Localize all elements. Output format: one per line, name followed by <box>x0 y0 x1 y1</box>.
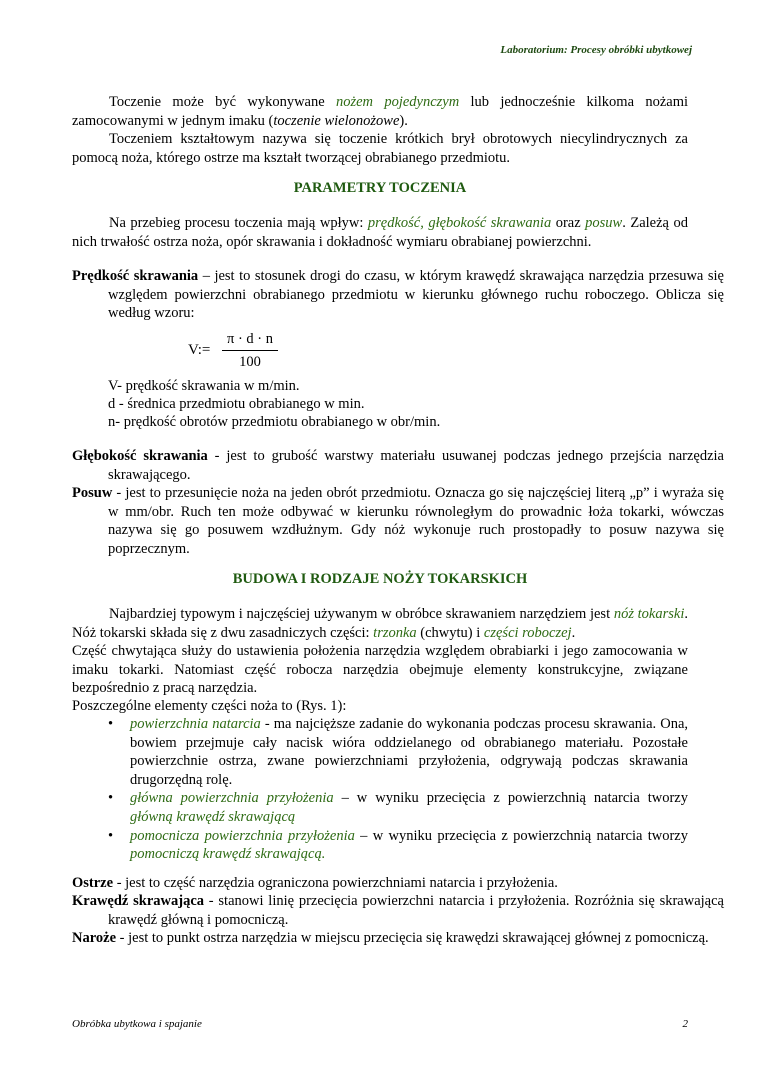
legend-d: d - średnica przedmiotu obrabianego w min. <box>108 396 365 412</box>
definition-glebokosc: Głębokość skrawania - jest to grubość warstwy materiału usuwanej podczas jednego przejścia narzędzia skrawającego. <box>72 448 724 483</box>
section-heading-parametry: PARAMETRY TOCZENIA <box>293 180 467 196</box>
budowa-paragraph-2: Część chwytająca służy do ustawienia położenia narzędzia względem obrabiarki i jego zamocowania w imaku tokarki. Natomiast część robocza narzędzia obejmuje elementy konstrukcyjne, związane bezpośrednio z pracą narzędzia. <box>72 643 688 697</box>
intro-paragraph-2: Toczeniem kształtowym nazywa się toczenie krótkich brył obrotowych niecylindrycznych za pomocą noża, którego ostrze ma kształt tworzącej obrabianego przedmiotu. <box>72 131 688 166</box>
formula-lhs: V:= <box>188 342 211 358</box>
definition-predkosc: Prędkość skrawania – jest to stosunek drogi do czasu, w którym krawędź skrawająca narzędzia przesuwa się względem powierzchni obrabianego przedmiotu w kierunku głównego ruchu roboczego. Oblicza się według wzoru: <box>72 268 724 322</box>
bullet-icon: • <box>108 790 114 807</box>
bullet-icon: • <box>108 827 114 844</box>
legend-n: n- prędkość obrotów przedmiotu obrabianego w obr/min. <box>108 414 441 430</box>
bullet-icon: • <box>108 716 114 732</box>
definition-krawedz: Krawędź skrawająca - stanowi linię przecięcia powierzchni natarcia i przyłożenia. Rozróżnia się skrawającą krawędź główną i pomocniczą. <box>72 893 724 928</box>
section-heading-budowa: BUDOWA I RODZAJE NOŻY TOKARSKICH <box>232 571 528 587</box>
term-noz-pojedynczy: nożem pojedynczym <box>335 94 460 110</box>
formula-numerator: π · d · n <box>222 331 278 351</box>
budowa-paragraph-3: Poszczególne elementy części noża to (Rys. 1): <box>72 698 347 714</box>
formula-denominator: 100 <box>239 354 261 370</box>
running-header: Laboratorium: Procesy obróbki ubytkowej <box>500 44 692 56</box>
page-number: 2 <box>682 1018 688 1030</box>
budowa-paragraph-1: Najbardziej typowym i najczęściej używanym w obróbce skrawaniem narzędziem jest nóż tokarski. Nóż tokarski składa się z dwu zasadniczych części: trzonka (chwytu) i części roboczej. <box>72 606 688 641</box>
intro-paragraph-1: Toczenie może być wykonywane nożem pojedynczym lub jednocześnie kilkoma nożami zamocowanymi w jednym imaku (toczenie wielonożowe). <box>72 94 688 129</box>
list-item: • pomocnicza powierzchnia przyłożenia – w wyniku przecięcia z powierzchnią natarcia tworzy pomocniczą krawędź skrawającą. <box>108 827 688 863</box>
formula-fraction <box>222 331 278 371</box>
definition-naroze: Naroże - jest to punkt ostrza narzędzia w miejscu przecięcia się krawędzi skrawającej głównej z pomocniczą. <box>72 930 709 946</box>
list-item: • powierzchnia natarcia - ma najcięższe zadanie do wykonania podczas procesu skrawania. Ona, bowiem przejmuje cały nacisk wióra oddzielanego od obrabianego materiału. Pozostałe powierzchnie ostrza, zwane powierzchniami przyłożenia, odgrywają podczas skrawania drugorzędną rolę. <box>108 716 689 788</box>
parametry-intro-paragraph: Na przebieg procesu toczenia mają wpływ: prędkość, głębokość skrawania oraz posuw. Zależą od nich trwałość ostrza noża, opór skrawania i dokładność wymiaru obrabianej powierzchni. <box>72 215 688 250</box>
term-toczenie-wielonozowe: toczenie wielonożowe <box>273 112 400 129</box>
list-item: • główna powierzchnia przyłożenia – w wyniku przecięcia z powierzchnią natarcia tworzy główną krawędź skrawającą <box>108 790 688 825</box>
footer-title: Obróbka ubytkowa i spajanie <box>72 1018 202 1030</box>
elements-list <box>108 715 688 864</box>
legend-v: V- prędkość skrawania w m/min. <box>108 378 300 394</box>
definition-posuw: Posuw - jest to przesunięcie noża na jeden obrót przedmiotu. Oznacza go się najczęściej literą „p” i wyraża się w mm/obr. Ruch ten może odbywać w kierunku równoległym do prowadnic łoża tokarki, wówczas nazywa się go posuwem wzdłużnym. Gdy nóż wykonuje ruch prostopadły to posuw nazywa się poprzecznym. <box>72 485 724 557</box>
definition-ostrze: Ostrze - jest to część narzędzia ograniczona powierzchniami natarcia i przyłożenia. <box>72 875 558 891</box>
